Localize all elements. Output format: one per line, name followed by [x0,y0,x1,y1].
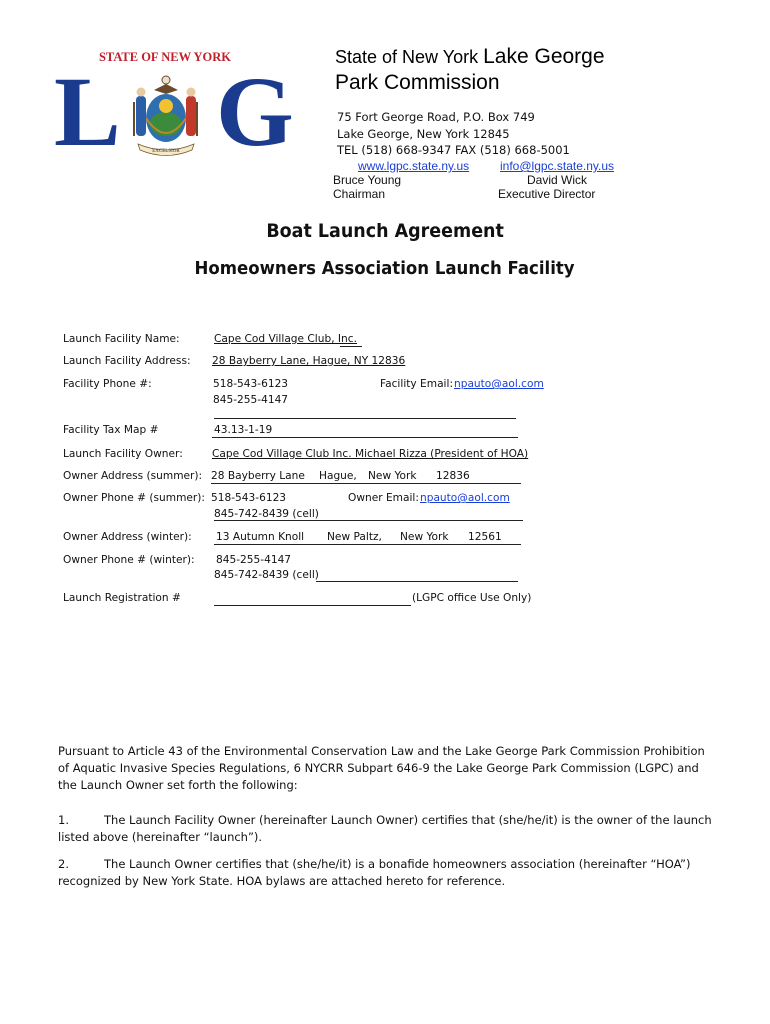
address-line2: Lake George, New York 12845 [337,127,510,141]
director-title: Executive Director [498,187,596,201]
owner-address-winter-city[interactable]: New Paltz, [327,531,382,543]
clause-1 [58,812,718,846]
document-subtitle: Homeowners Association Launch Facility [194,258,576,279]
facility-email-label: Facility Email: [380,378,454,390]
seal-motto: EXCELSIOR [152,149,180,154]
owner-address-winter-street[interactable]: 13 Autumn Knoll [216,531,305,543]
contact-line: TEL (518) 668-9347 FAX (518) 668-5001 [337,143,570,157]
email-link[interactable]: info@lgpc.state.ny.us [500,159,615,173]
owner-phone-winter-1[interactable]: 845-255-4147 [216,554,292,566]
owner-phone-summer-rule [214,520,523,521]
state-seal-icon [116,66,216,158]
owner-address-winter-label: Owner Address (winter): [63,531,192,543]
owner-email-value[interactable]: npauto@aol.com [420,492,510,504]
facility-name-value[interactable]: Cape Cod Village Club, Inc. [214,333,357,345]
owner-address-winter-zip[interactable]: 12561 [468,531,502,543]
owner-address-summer-city[interactable]: Hague, [319,470,357,482]
facility-address-label: Launch Facility Address: [63,355,191,367]
facility-address-value[interactable]: 28 Bayberry Lane, Hague, NY 12836 [212,355,406,367]
intro-paragraph: Pursuant to Article 43 of the Environmental Conservation Law and the Lake George Park Commission Prohibition of Aquatic Invasive Species Regulations, 6 NYCRR Subpart 646-9 the Lake George Park Commission (LGPC) and the Launch Owner set forth the following: [58,744,705,792]
facility-phone-1[interactable]: 518-543-6123 [213,378,289,390]
owner-phone-winter-label: Owner Phone # (winter): [63,554,195,566]
website-link[interactable]: www.lgpc.state.ny.us [358,159,470,173]
owner-phone-summer-1[interactable]: 518-543-6123 [211,492,287,504]
owner-address-summer-label: Owner Address (summer): [63,470,203,482]
facility-name-label: Launch Facility Name: [63,333,180,345]
registration-note: (LGPC office Use Only) [412,592,532,604]
owner-phone-winter-rule [316,581,518,582]
facility-phone-label: Facility Phone #: [63,378,152,390]
owner-address-summer-street[interactable]: 28 Bayberry Lane [211,470,305,482]
clause-2 [58,856,718,890]
lgpc-logo [52,48,294,167]
clause-2-number: 2. [58,857,69,871]
logo-letter-l: L [54,56,121,167]
clause-1-text: The Launch Facility Owner (hereinafter Launch Owner) certifies that (she/he/it) is the owner of the launch listed above (hereinafter “launch”). [58,813,712,844]
document-title: Boat Launch Agreement [266,220,504,242]
address-line1: 75 Fort George Road, P.O. Box 749 [337,110,535,124]
logo-banner: STATE OF NEW YORK [98,50,232,64]
owner-phone-summer-label: Owner Phone # (summer): [63,492,205,504]
owner-email-label: Owner Email: [348,492,419,504]
director-name: David Wick [527,173,588,187]
facility-phone-2[interactable]: 845-255-4147 [213,394,289,406]
chairman-title: Chairman [333,187,386,201]
chairman-name: Bruce Young [333,173,402,187]
owner-address-summer-state[interactable]: New York [368,470,417,482]
owner-address-winter-state[interactable]: New York [400,531,449,543]
org-name-line2: Park Commission [335,71,500,94]
owner-phone-winter-2[interactable]: 845-742-8439 (cell) [214,569,319,581]
logo-letter-g: G [216,56,294,167]
org-name-line1: State of New York Lake George [335,45,605,68]
tax-map-value[interactable]: 43.13-1-19 [214,424,273,436]
owner-address-summer-zip[interactable]: 12836 [436,470,470,482]
clause-2-text: The Launch Owner certifies that (she/he/it) is a bonafide homeowners association (hereinafter “HOA”) recognized by New York State. HOA bylaws are attached hereto for reference. [58,857,691,888]
facility-phone-rule [214,418,516,419]
owner-label: Launch Facility Owner: [63,448,183,460]
clause-1-number: 1. [58,813,69,827]
owner-phone-summer-2[interactable]: 845-742-8439 (cell) [214,508,319,520]
tax-map-label: Facility Tax Map # [63,424,159,436]
registration-label: Launch Registration # [63,592,181,604]
facility-email-value[interactable]: npauto@aol.com [454,378,544,390]
owner-value[interactable]: Cape Cod Village Club Inc. Michael Rizza (President of HOA) [212,448,529,460]
